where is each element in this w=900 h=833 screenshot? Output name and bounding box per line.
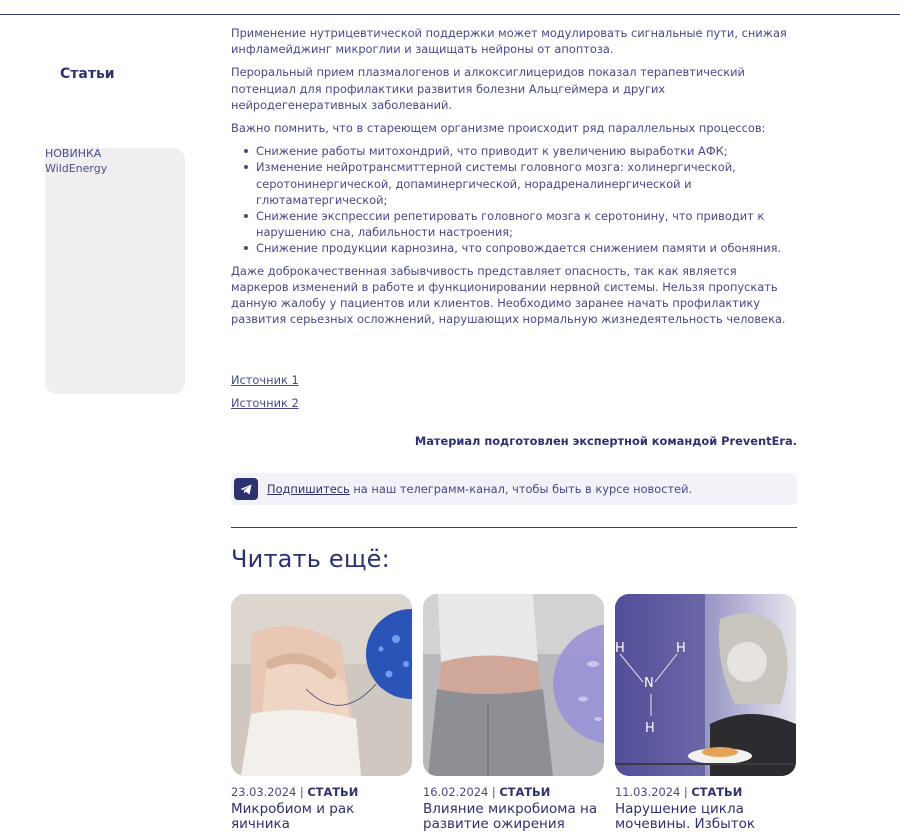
card-date: 16.02.2024 — [423, 785, 489, 799]
molecule-label-h: H — [645, 721, 655, 736]
author-credit: Материал подготовлен экспертной командой PreventEra. — [414, 434, 797, 448]
card-title[interactable]: Микробиом и рак яичника — [231, 801, 355, 832]
card-image[interactable] — [231, 594, 412, 776]
list-item: Снижение работы митохондрий, что приводит к увеличению выработки АФК; — [231, 143, 797, 159]
article-card[interactable] — [615, 594, 796, 832]
card-meta: 11.03.2024 | СТАТЬИ — [615, 785, 743, 799]
list-item: Снижение экспрессии репетировать головного мозга к серотонину, что приводит к нарушению сна, лабильности настроения; — [231, 208, 797, 240]
card-category[interactable]: СТАТЬИ — [691, 785, 743, 799]
section-divider — [231, 527, 797, 528]
promo-banner[interactable] — [45, 148, 185, 394]
article-paragraph: Пероральный прием плазмалогенов и алкоксиглицеридов показал терапевтический потенциал для профилактики развития болезни Альцгеймера и других нейродегенеративных заболеваний. — [231, 65, 745, 112]
article-card[interactable] — [231, 594, 412, 832]
telegram-text — [267, 482, 692, 496]
card-meta: 16.02.2024 | СТАТЬИ — [423, 785, 551, 799]
list-item: Снижение продукции карнозина, что сопровождается снижением памяти и обоняния. — [231, 240, 797, 256]
card-image[interactable] — [423, 594, 604, 776]
article-paragraph: Даже доброкачественная забывчивость представляет опасность, так как является маркеров изменений в работе и функционировании нервной системы. Нельзя пропускать данную жалобу у пациентов или клиентов. Необходимо заранее начать профилактику развития серьезных осложнений, нарушающих нормальную жизнедеятельность человека. — [231, 263, 786, 327]
article-card[interactable] — [423, 594, 604, 832]
telegram-banner — [231, 473, 797, 505]
card-image[interactable] — [615, 594, 796, 776]
molecule-label-h: H — [676, 641, 686, 656]
promo-product-name: WildEnergy — [45, 162, 108, 175]
sidebar-heading[interactable]: Статьи — [60, 66, 115, 82]
source-link-2[interactable]: Источник 2 — [231, 396, 299, 410]
telegram-description: на наш телеграмм-канал, чтобы быть в курсе новостей. — [349, 482, 693, 496]
list-item: Изменение нейротрансмиттерной системы головного мозга: холинергической, серотонинергической, допаминергической, норадреналинергической и глютаматергической; — [231, 159, 797, 208]
subscribe-link[interactable]: Подпишитесь — [267, 482, 350, 496]
processes-list — [231, 143, 797, 256]
card-category[interactable]: СТАТЬИ — [307, 785, 359, 799]
article-body — [231, 25, 797, 334]
card-category[interactable]: СТАТЬИ — [499, 785, 551, 799]
molecule-label-h: H — [615, 641, 625, 656]
telegram-icon[interactable] — [234, 478, 258, 500]
related-articles — [231, 594, 797, 832]
header-divider — [0, 14, 900, 15]
card-date: 11.03.2024 — [615, 785, 681, 799]
card-title[interactable]: Влияние микробиома на развитие ожирения — [423, 801, 598, 832]
promo-badge: НОВИНКА — [45, 147, 102, 160]
source-link-1[interactable]: Источник 1 — [231, 373, 299, 387]
article-paragraph: Важно помнить, что в стареющем организме происходит ряд параллельных процессов: — [231, 121, 766, 136]
read-more-heading: Читать ещё: — [231, 545, 390, 573]
promo-text — [45, 146, 107, 176]
card-date: 23.03.2024 — [231, 785, 297, 799]
article-paragraph: Применение нутрицевтической поддержки может модулировать сигнальные пути, снижая инфламейджинг микроглии и защищать нейроны от апоптоза. — [231, 26, 787, 57]
sources — [231, 372, 299, 418]
card-meta: 23.03.2024 | СТАТЬИ — [231, 785, 359, 799]
molecule-label-n: N — [644, 676, 654, 691]
card-title[interactable]: Нарушение цикла мочевины. Избыток — [615, 801, 756, 832]
